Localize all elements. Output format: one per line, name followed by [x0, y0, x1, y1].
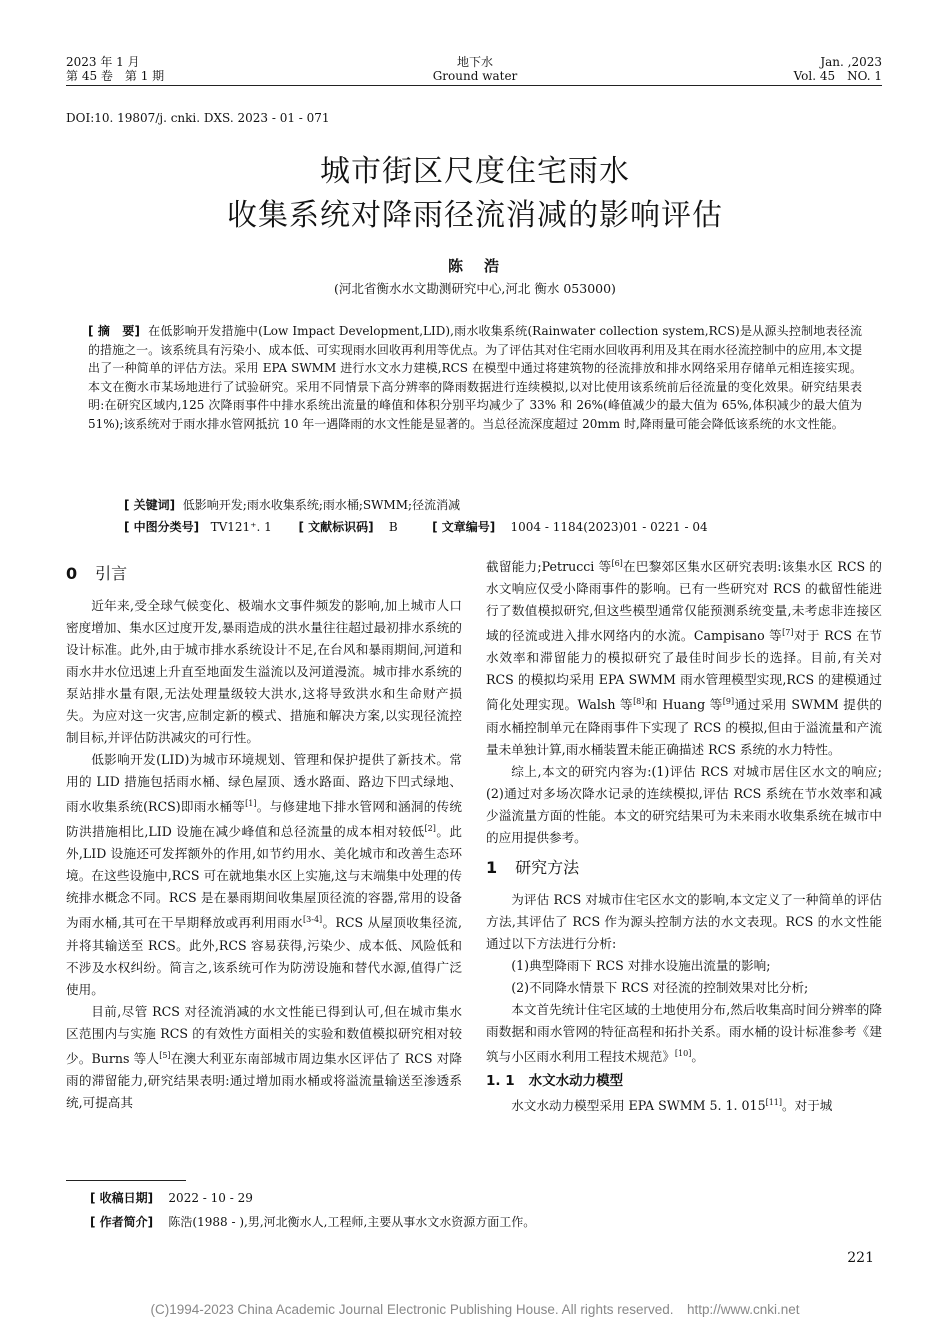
keywords-label: [ 关键词] [124, 498, 176, 512]
keywords-text: 低影响开发;雨水收集系统;雨水桶;SWMM;径流消减 [182, 498, 461, 512]
doc-code-label: [ 文献标识码] [298, 520, 374, 534]
section-title: 引言 [95, 564, 128, 583]
doc-code-value: B [388, 520, 398, 534]
title-line-2: 收集系统对降雨径流消减的影响评估 [227, 198, 723, 233]
citation[interactable]: [8] [633, 697, 645, 707]
metadata [124, 494, 708, 538]
section-number: 0 [66, 564, 78, 583]
right-column [486, 553, 882, 1117]
paragraph: 为评估 RCS 对城市住宅区水文的影响,本文定义了一种简单的评估方法,其评估了 RCS 作为源头控制方法的水文表现。RCS 的水文性能通过以下方法进行分析: [486, 891, 882, 951]
section-number: 1 [486, 857, 498, 877]
paragraph: 近年来,受全球气候变化、极端水文事件频发的影响,加上城市人口密度增加、集水区过度开发,暴雨造成的洪水量往往超过最初排水系统的设计标准。此外,由于城市排水系统设计不足,在台风和暴雨期间,河道和雨水井水位迅速上升直至地面发生溢流以及河道漫流。城市排水系统的泵站排水量有限,无法处理量级较大洪水,这将导致洪水和生命财产损失。为应对这一灾害,应制定新的模式、措施和解决方案,以实现径流控制目标,并评估防洪减灾的可行性。 [66, 598, 462, 745]
citation[interactable]: [7] [782, 628, 794, 638]
journal-name-cn: 地下水 [456, 55, 493, 69]
subsection-title: 水文水动力模型 [528, 1072, 624, 1089]
abstract-label: [ 摘 要] [88, 324, 141, 338]
paragraph: 综上,本文的研究内容为:(1)评估 RCS 对城市居住区水文的响应;(2)通过对多场次降水记录的连续模拟,评估 RCS 系统在节水效率和减少溢流量方面的性能。本文的研究结果可为未来雨水收集系统在城市中的应用提供参考。 [486, 763, 882, 845]
list-item: (1)典型降雨下 RCS 对排水设施出流量的影响; [511, 957, 771, 973]
abstract [88, 322, 862, 433]
paragraph: 本文首先统计住宅区域的土地使用分布,然后收集高时间分辨率的降雨数据和雨水管网的特征高程和拓扑关系。雨水桶的设计标准参考《建筑与小区雨水利用工程技术规范》[10]。 [486, 1001, 882, 1064]
header-volume: 第 45 卷 第 1 期 [66, 69, 165, 83]
author: 陈 浩 [447, 257, 502, 275]
citation[interactable]: [6] [611, 559, 623, 568]
section-1-heading [486, 857, 882, 879]
header-volume-en: Vol. 45 NO. 1 [793, 69, 882, 83]
citation[interactable]: [5] [159, 1050, 171, 1060]
article-no-value: 1004 - 1184(2023)01 - 0221 - 04 [510, 520, 708, 534]
list-item: (2)不同降水情景下 RCS 对径流的控制效果对比分析; [511, 979, 809, 995]
footnotes [90, 1186, 535, 1234]
received-date: [ 收稿日期] 2022 - 10 - 29 [90, 1191, 253, 1205]
section-title: 研究方法 [515, 857, 580, 877]
article-no-label: [ 文章编号] [432, 520, 496, 534]
header-date: 2023 年 1 月 [66, 55, 140, 69]
keywords-line [124, 494, 708, 516]
classification-line [124, 516, 708, 538]
left-column [66, 555, 462, 1114]
page-number: 221 [847, 1250, 874, 1266]
subsection-1-1-heading [486, 1070, 882, 1092]
citation[interactable]: [10] [674, 1048, 692, 1058]
doi[interactable]: DOI:10. 19807/j. cnki. DXS. 2023 - 01 - 071 [66, 111, 330, 125]
paragraph: 截留能力;Petrucci 等[6]在巴黎郊区集水区研究表明:该集水区 RCS 的水文响应仅受小降雨事件的影响。已有一些研究对 RCS 的截留性能进行了数值模拟研究,但这些模型通常仅能预测系统变量,未考虑非连接区域的径流或进入排水网络内的水流。Campisano 等[7]对于 RCS 在节水效率和滞留能力的模拟研究了最佳时间步长的选择。目前,有关对 RCS 的模拟均采用 EPA SWMM 雨水管理模型实现,RCS 的建模通过简化处理实现。Walsh 等[8]和 Huang 等[9]通过采用 SWMM 提供的雨水桶控制单元在降雨事件下实现了 RCS 的模拟,但由于溢流量和产流量未单独计算,雨水桶装置未能正确描述 RCS 系统的水力特性。 [486, 559, 883, 757]
header-rule [66, 85, 882, 86]
footnote-rule [66, 1180, 186, 1181]
copyright-notice: (C)1994-2023 China Academic Journal Electronic Publishing House. All rights reserved. http://www.cnki.net [150, 1302, 800, 1317]
subsection-number: 1. 1 [486, 1072, 515, 1089]
citation[interactable]: [3-4] [303, 915, 323, 925]
affiliation: (河北省衡水水文勘测研究中心,河北 衡水 053000) [334, 281, 616, 296]
section-0-heading [66, 563, 462, 585]
header-date-en: Jan. ,2023 [820, 55, 882, 69]
citation[interactable]: [9] [722, 697, 735, 707]
paragraph: 低影响开发(LID)为城市环境规划、管理和保护提供了新技术。常用的 LID 措施包括雨水桶、绿色屋顶、透水路面、路边下凹式绿地、雨水收集系统(RCS)即雨水桶等[1]。与修建地下排水管网和涵洞的传统防洪措施相比,LID 设施在减少峰值和总径流量的成本相对较低[2]。此外,LID 设施还可发挥额外的作用,如节约用水、美化城市和改善生态环境。在这些设施中,RCS 可在就地集水区上实施,这与末端集中处理的传统排水概念不同。RCS 是在暴雨期间收集屋顶径流的容器,常用的设备为雨水桶,其可在干旱期释放或再利用雨水[3-4]。RCS 从屋顶收集径流,并将其输送至 RCS。此外,RCS 容易获得,污染少、成本低、风险低和不涉及水权纠纷。简言之,该系统可作为防涝设施和替代水源,值得广泛使用。 [66, 752, 463, 997]
clc-value: TV121⁺. 1 [210, 520, 272, 534]
journal-name-en: Ground water [432, 69, 518, 83]
clc-label: [ 中图分类号] [124, 520, 200, 534]
citation[interactable]: [2] [424, 824, 436, 834]
paper-title [0, 150, 950, 238]
citation[interactable]: [11] [765, 1097, 783, 1107]
abstract-text: 在低影响开发措施中(Low Impact Development,LID),雨水收集系统(Rainwater collection system,RCS)是从源头控制地表径流的措施之一。该系统具有污染小、成本低、可实现雨水回收再利用等优点。为了评估其对住宅雨水回收再利用及其在雨水径流控制中的应用,本文提出了一种简单的评估方法。采用 EPA SWMM 进行水文水力建模,RCS 在模型中通过将建筑物的径流排放和排水网络采用存储单元相连接实现。本文在衡水市某场地进行了试验研究。采用不同情景下高分辨率的降雨数据进行连续模拟,以对比使用该系统前后径流量的变化效果。研究结果表明:在研究区域内,125 次降雨事件中排水系统出流量的峰值和体积分别平均减少了 33% 和 26%(峰值减少的最大值为 65%,体积减少的最大值为 51%);该系统对于雨水排水管网抵抗 10 年一遇降雨的水文性能是显著的。当总径流深度超过 20mm 时,降雨量可能会降低该系统的水文性能。 [88, 324, 862, 431]
paragraph: 目前,尽管 RCS 对径流消减的水文性能已得到认可,但在城市集水区范围内与实施 RCS 的有效性方面相关的实验和数值模拟研究相对较少。Burns 等人[5]在澳大利亚东南部城市周边集水区评估了 RCS 对降雨的滞留能力,研究结果表明:通过增加雨水桶或将溢流量输送至渗透系统,可提高其 [66, 1003, 462, 1110]
author-bio: [ 作者简介] 陈浩(1988 - ),男,河北衡水人,工程师,主要从事水文水资源方面工作。 [90, 1215, 536, 1229]
citation[interactable]: [1] [245, 799, 257, 808]
title-line-1: 城市街区尺度住宅雨水 [320, 154, 630, 189]
paragraph: 水文水动力模型采用 EPA SWMM 5. 1. 015[11]。对于城 [511, 1097, 833, 1113]
header-right [794, 55, 882, 83]
